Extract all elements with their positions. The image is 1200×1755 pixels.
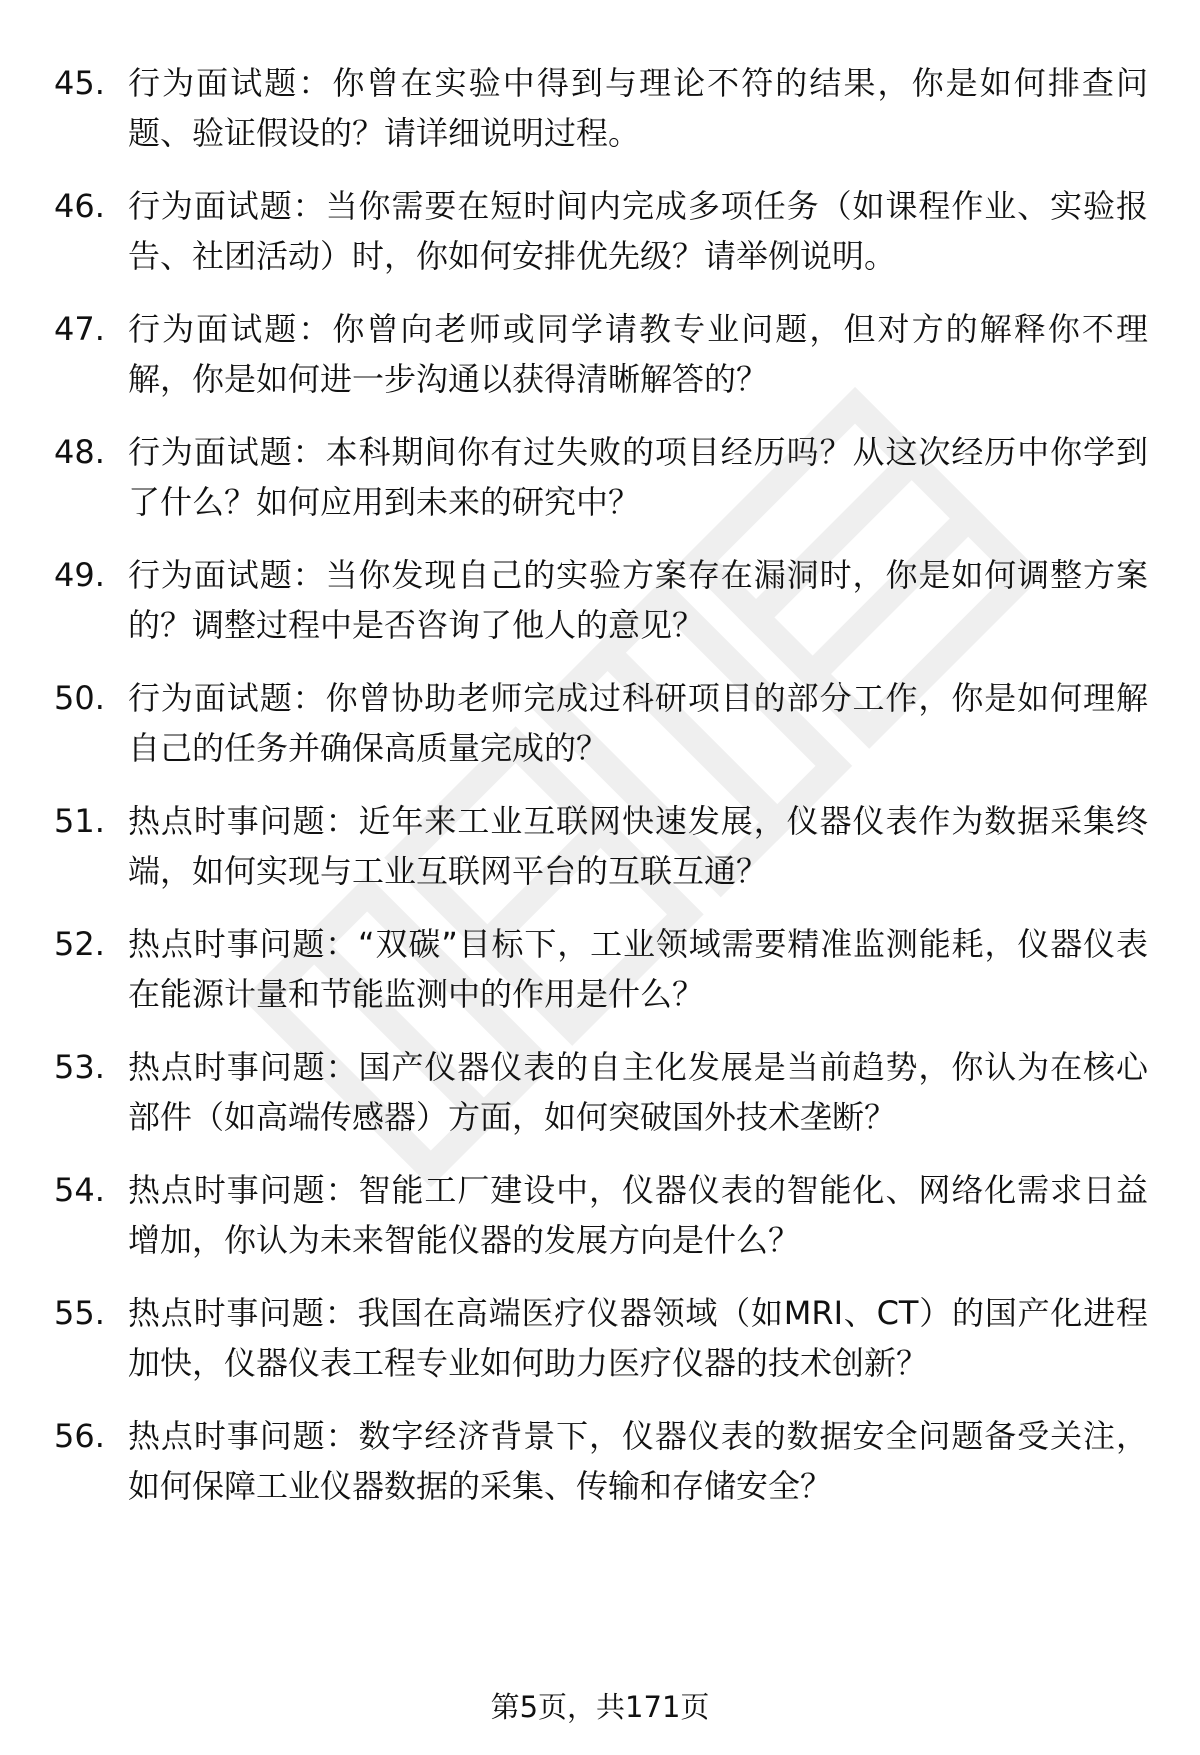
question-number: 52. [54, 925, 105, 963]
question-number: 48. [54, 433, 105, 471]
question-number: 53. [54, 1048, 105, 1086]
question-number: 47. [54, 310, 105, 348]
question-item [0, 550, 1200, 673]
page-number-label: 第5页，共171页 [490, 1690, 710, 1724]
question-text: 行为面试题：你曾向老师或同学请教专业问题，但对方的解释你不理解，你是如何进一步沟通以获得清晰解答的？ [128, 310, 1148, 398]
page-footer [0, 1687, 1200, 1727]
question-number: 54. [54, 1171, 105, 1209]
question-number: 46. [54, 187, 105, 225]
question-item [0, 796, 1200, 919]
question-text: 热点时事问题：我国在高端医疗仪器领域（如MRI、CT）的国产化进程加快，仪器仪表工程专业如何助力医疗仪器的技术创新？ [128, 1294, 1148, 1382]
question-number: 55. [54, 1294, 105, 1332]
question-text: 行为面试题：你曾协助老师完成过科研项目的部分工作，你是如何理解自己的任务并确保高质量完成的？ [128, 679, 1148, 767]
question-item [0, 427, 1200, 550]
question-text: 行为面试题：你曾在实验中得到与理论不符的结果，你是如何排查问题、验证假设的？请详细说明过程。 [128, 64, 1148, 152]
question-list [0, 58, 1200, 1534]
question-item [0, 1165, 1200, 1288]
question-number: 49. [54, 556, 105, 594]
question-item [0, 1042, 1200, 1165]
question-text: 热点时事问题：近年来工业互联网快速发展，仪器仪表作为数据采集终端，如何实现与工业互联网平台的互联互通？ [128, 802, 1148, 890]
question-item [0, 673, 1200, 796]
question-text: 热点时事问题：智能工厂建设中，仪器仪表的智能化、网络化需求日益增加，你认为未来智能仪器的发展方向是什么？ [128, 1171, 1148, 1259]
question-item [0, 304, 1200, 427]
question-text: 热点时事问题：数字经济背景下，仪器仪表的数据安全问题备受关注，如何保障工业仪器数据的采集、传输和存储安全？ [128, 1417, 1148, 1505]
question-item [0, 181, 1200, 304]
question-text: 行为面试题：当你发现自己的实验方案存在漏洞时，你是如何调整方案的？调整过程中是否咨询了他人的意见？ [128, 556, 1148, 644]
question-text: 行为面试题：本科期间你有过失败的项目经历吗？从这次经历中你学到了什么？如何应用到未来的研究中？ [128, 433, 1148, 521]
question-text: 热点时事问题：国产仪器仪表的自主化发展是当前趋势，你认为在核心部件（如高端传感器）方面，如何突破国外技术垄断？ [128, 1048, 1148, 1136]
question-number: 51. [54, 802, 105, 840]
question-number: 56. [54, 1417, 105, 1455]
question-item [0, 58, 1200, 181]
question-number: 50. [54, 679, 105, 717]
question-item [0, 1411, 1200, 1534]
question-text: 热点时事问题：“双碳”目标下，工业领域需要精准监测能耗，仪器仪表在能源计量和节能监测中的作用是什么？ [128, 925, 1148, 1013]
question-item [0, 1288, 1200, 1411]
question-number: 45. [54, 64, 105, 102]
question-text: 行为面试题：当你需要在短时间内完成多项任务（如课程作业、实验报告、社团活动）时，你如何安排优先级？请举例说明。 [128, 187, 1148, 275]
question-item [0, 919, 1200, 1042]
